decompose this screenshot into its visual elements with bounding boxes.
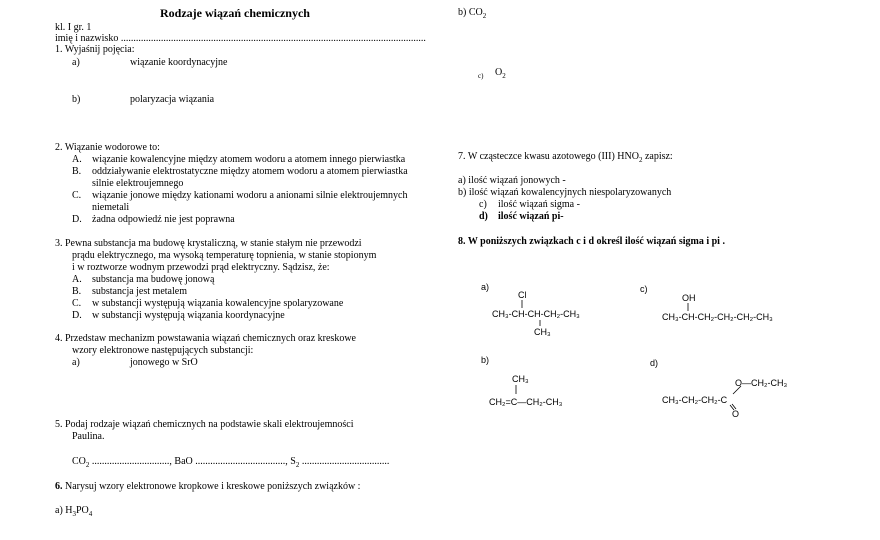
molecule-d-carbonyl: O (732, 409, 740, 419)
q6-b-formula (458, 7, 486, 22)
q5-answer-line (72, 456, 389, 471)
molecule-c-main: CH₃-CH-CH₂-CH₂-CH₂-CH₃ (662, 312, 773, 322)
q7-stem-sub: 2 (638, 156, 643, 164)
q6-number: 6. (55, 481, 63, 492)
q7-b: b) ilość wiązań kowalencyjnych niespolaryzowanych (458, 187, 672, 198)
molecule-d-diagram (658, 372, 808, 420)
molecule-d-main: CH₃-CH₂-CH₂-C (662, 395, 728, 405)
molecule-c-diagram (658, 288, 798, 328)
q2-option-text: niemetali (92, 202, 130, 213)
q2-option-text: wiązanie jonowe między kationami wodoru a anionami silnie elektroujemnych (92, 190, 408, 201)
q3-stem-line1: 3. Pewna substancja ma budowę krystaliczną, w stanie stałym nie przewodzi (55, 238, 362, 249)
q3-option-text: w substancji występują wiązania kowalencyjne spolaryzowane (92, 298, 344, 309)
molecule-b-diagram (485, 370, 595, 412)
q1-stem: 1. Wyjaśnij pojęcia: (55, 44, 135, 55)
molecule-a-main: CH₃-CH-CH-CH₂-CH₃ (492, 309, 580, 319)
q5-dots-1: ..............................., BaO ...................................., S (89, 456, 296, 467)
q3-option-letter: C. (72, 298, 82, 309)
q1-b-letter: b) (72, 94, 81, 105)
molecule-b-top: CH₃ (512, 374, 529, 384)
molecule-a-top: Cl (518, 290, 527, 300)
q1-a-text: wiązanie koordynacyjne (130, 57, 228, 68)
q4-a-letter: a) (72, 357, 80, 368)
q5-co2: CO (72, 456, 86, 467)
q5-s2-sub: 2 (295, 461, 300, 469)
q7-d: ilość wiązań pi- (498, 211, 564, 222)
q3-option-text: substancja jest metalem (92, 286, 187, 297)
q6-b-text: b) CO (458, 7, 483, 18)
q3-option-letter: D. (72, 310, 82, 321)
worksheet-title: Rodzaje wiązań chemicznych (160, 6, 310, 20)
q2-option-letter: A. (72, 154, 82, 165)
q2-option-text: wiązanie kowalencyjne między atomem wodoru a atomem innego pierwiastka (92, 154, 406, 165)
q2-option-text: oddziaływanie elektrostatyczne między atomem wodoru a atomem pierwiastka (92, 166, 408, 177)
q6-b-sub: 2 (482, 12, 487, 20)
q5-stem-line2: Paulina. (72, 431, 105, 442)
q6-c-formula (495, 67, 506, 82)
q6-c-sub: 2 (502, 72, 506, 80)
q5-stem-line1: 5. Podaj rodzaje wiązań chemicznych na podstawie skali elektroujemności (55, 419, 354, 430)
q5-co2-sub: 2 (85, 461, 90, 469)
q6-a-sub2: 4 (88, 510, 93, 518)
q3-stem-line2: prądu elektrycznego, ma wysoką temperaturę topnienia, w stanie stopionym (72, 250, 377, 261)
q3-option-letter: A. (72, 274, 82, 285)
q1-a-letter: a) (72, 57, 80, 68)
class-line: kl. I gr. 1 (55, 22, 92, 33)
q7-stem (458, 151, 673, 166)
q7-c: ilość wiązań sigma - (498, 199, 580, 210)
q7-stem-end: zapisz: (642, 151, 673, 162)
q7-stem-text: 7. W cząsteczce kwasu azotowego (III) HNO (458, 151, 639, 162)
q8-b-label: b) (481, 355, 490, 365)
q2-option-text: żadna odpowiedź nie jest poprawna (92, 214, 235, 225)
q8-c-label: c) (640, 284, 648, 294)
molecule-a-diagram (488, 285, 608, 340)
q2-option-letter: D. (72, 214, 82, 225)
q3-stem-line3: i w roztworze wodnym przewodzi prąd elektryczny. Sądzisz, że: (72, 262, 330, 273)
q8-stem: 8. W poniższych związkach c i d określ ilość wiązań sigma i pi . (458, 236, 725, 247)
q6-stem (55, 481, 360, 493)
q1-b-text: polaryzacja wiązania (130, 94, 215, 105)
q2-option-letter: B. (72, 166, 82, 177)
q7-d-letter: d) (479, 211, 488, 222)
student-name-line: imię i nazwisko .......................................................................................................................... (55, 33, 426, 44)
q3-option-letter: B. (72, 286, 82, 297)
q4-stem-line2: wzory elektronowe następujących substancji: (72, 345, 254, 356)
q3-option-text: substancja ma budowę jonową (92, 274, 215, 285)
q2-option-text: silnie elektroujemnego (92, 178, 184, 189)
q6-c-text: O (495, 67, 503, 78)
molecule-b-main: CH₂=C—CH₂-CH₃ (489, 397, 563, 407)
q8-a-label: a) (481, 282, 490, 292)
q3-option-text: w substancji występują wiązania koordynacyjne (92, 310, 285, 321)
q6-text: Narysuj wzory elektronowe kropkowe i kreskowe poniższych związków : (62, 481, 361, 492)
molecule-c-top: OH (682, 293, 696, 303)
q2-option-letter: C. (72, 190, 82, 201)
q6-c-letter: c) (478, 72, 484, 80)
q7-c-letter: c) (479, 199, 487, 210)
q6-a-mid: PO (76, 505, 89, 516)
q6-a-text: a) H (55, 505, 73, 516)
molecule-a-bottom: CH₃ (534, 327, 551, 337)
q8-d-label: d) (650, 358, 659, 368)
q6-a-formula (55, 505, 92, 520)
q6-a-sub1: 3 (72, 510, 76, 518)
molecule-d-ester: O—CH₂-CH₃ (735, 378, 788, 388)
q4-a-text: jonowego w SrO (130, 357, 198, 368)
q5-dots-2: ................................... (299, 456, 390, 467)
q2-stem: 2. Wiązanie wodorowe to: (55, 142, 160, 153)
q7-a: a) ilość wiązań jonowych - (458, 175, 566, 186)
q4-stem-line1: 4. Przedstaw mechanizm powstawania wiązań chemicznych oraz kreskowe (55, 333, 356, 344)
